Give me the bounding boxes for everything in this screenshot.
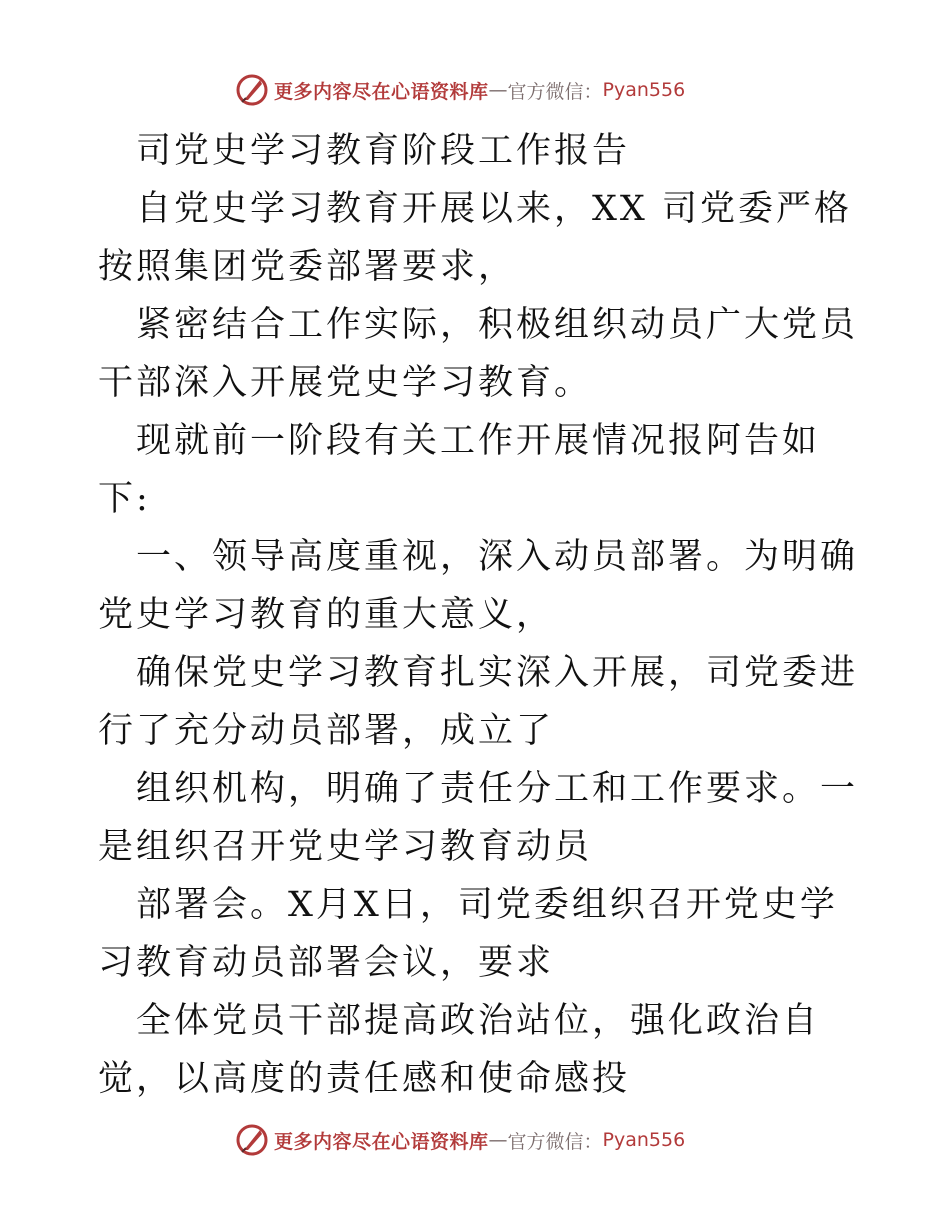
paragraph: 现就前一阶段有关工作开展情况报阿告如下:: [98, 421, 821, 519]
watermark-text: 更多内容尽在心语资料库: [274, 1130, 489, 1153]
document-body: [98, 122, 858, 1108]
watermark-contact-id: Pyan556: [602, 79, 686, 101]
watermark-separator: —: [488, 1129, 508, 1151]
paragraph: 确保党史学习教育扎实深入开展，司党委进行了充分动员部署，成立了: [98, 653, 859, 751]
watermark-separator: —: [488, 79, 508, 101]
document-title: 司党史学习教育阶段工作报告: [136, 131, 631, 171]
paragraph: 部署会。X月X日，司党委组织召开党史学习教育动员部署会议，要求: [98, 885, 838, 983]
paragraph: 自党史学习教育开展以来，XX 司党委严格按照集团党委部署要求，: [98, 189, 852, 287]
watermark-banner-top: [234, 70, 685, 110]
watermark-contact-id: Pyan556: [602, 1129, 686, 1151]
paragraph: 一、领导高度重视，深入动员部署。为明确党史学习教育的重大意义，: [98, 537, 859, 635]
watermark-contact-label: 官方微信：: [507, 80, 603, 103]
quill-logo-icon: [234, 1122, 270, 1158]
paragraph: 组织机构，明确了责任分工和工作要求。一是组织召开党史学习教育动员: [98, 769, 859, 867]
paragraph: 紧密结合工作实际，积极组织动员广大党员干部深入开展党史学习教育。: [98, 305, 859, 403]
watermark-text: 更多内容尽在心语资料库: [274, 80, 489, 103]
watermark-banner-bottom: [234, 1120, 685, 1160]
watermark-contact-label: 官方微信：: [507, 1130, 603, 1153]
paragraph: 全体党员干部提高政治站位，强化政治自觉，以高度的责任感和使命感投: [98, 1001, 821, 1099]
quill-logo-icon: [234, 72, 270, 108]
